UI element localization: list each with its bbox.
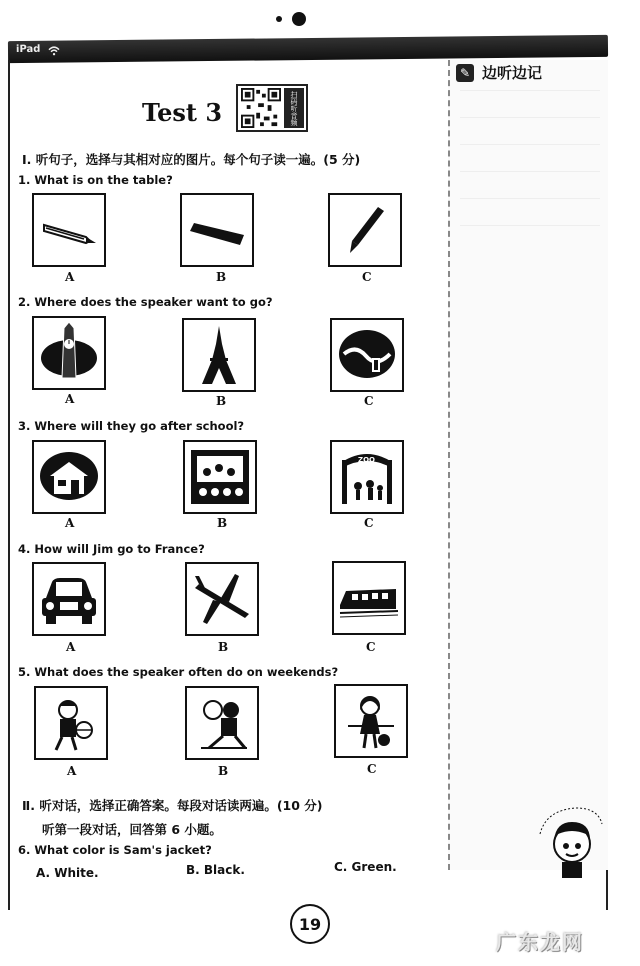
svg-text:ZOO: ZOO bbox=[358, 456, 375, 464]
small-dot-icon bbox=[276, 16, 282, 22]
ruler-picture[interactable] bbox=[180, 193, 254, 267]
note-lines bbox=[460, 90, 600, 252]
eiffel-tower-picture[interactable] bbox=[182, 318, 256, 392]
pencil-picture[interactable] bbox=[32, 193, 106, 267]
big-ben-icon bbox=[38, 322, 100, 384]
qr-tag: 扫码听音频 bbox=[284, 88, 304, 128]
pen-icon bbox=[334, 199, 396, 261]
question-3-text: 3. Where will they go after school? bbox=[18, 419, 245, 433]
pencil-icon bbox=[38, 199, 100, 261]
q6-answer-c[interactable]: C. Green. bbox=[334, 860, 397, 874]
cinema-icon bbox=[189, 446, 251, 508]
device-label: iPad bbox=[15, 43, 41, 56]
top-margin bbox=[0, 0, 640, 40]
question-6-text: 6. What color is Sam's jacket? bbox=[18, 843, 212, 857]
section-1-heading: Ⅰ. 听句子，选择与其相对应的图片。每个句子读一遍。(5 分) bbox=[22, 152, 361, 167]
volleyball-icon bbox=[191, 692, 253, 754]
question-4-text: 4. How will Jim go to France? bbox=[18, 542, 205, 556]
question-5-text: 5. What does the speaker often do on weekends? bbox=[18, 665, 339, 679]
q1-option-a: A bbox=[65, 270, 75, 284]
q6-answer-b[interactable]: B. Black. bbox=[186, 863, 245, 877]
plane-picture[interactable] bbox=[185, 562, 259, 636]
section-2-heading: Ⅱ. 听对话，选择正确答案。每段对话读两遍。(10 分) bbox=[22, 798, 323, 813]
boy-basketball-icon bbox=[40, 692, 102, 754]
q2-option-a: A bbox=[65, 392, 75, 406]
page-number: 19 bbox=[290, 904, 330, 944]
great-wall-icon bbox=[336, 324, 398, 386]
q1-option-b: B bbox=[216, 270, 227, 284]
q4-option-b: B bbox=[218, 640, 229, 654]
volleyball-picture[interactable] bbox=[185, 686, 259, 760]
car-icon bbox=[38, 568, 100, 630]
test-title: Test 3 bbox=[142, 98, 223, 127]
train-picture[interactable] bbox=[332, 561, 406, 635]
question-1-text: 1. What is on the table? bbox=[18, 173, 173, 187]
ruler-icon bbox=[186, 199, 248, 261]
question-2-text: 2. Where does the speaker want to go? bbox=[18, 295, 273, 309]
boy-basketball-picture[interactable] bbox=[34, 686, 108, 760]
qr-code-box[interactable] bbox=[236, 84, 308, 132]
zoo-picture[interactable] bbox=[330, 440, 404, 514]
train-icon bbox=[338, 567, 400, 629]
q3-option-a: A bbox=[65, 516, 75, 530]
note-pen-icon: ✎ bbox=[456, 64, 474, 82]
q2-option-c: C bbox=[364, 394, 374, 408]
q4-option-a: A bbox=[66, 640, 76, 654]
house-picture[interactable] bbox=[32, 440, 106, 514]
page-dots bbox=[276, 12, 306, 26]
great-wall-picture[interactable] bbox=[330, 318, 404, 392]
section-2-instruction: 听第一段对话，回答第 6 小题。 bbox=[42, 822, 222, 837]
mascot-icon bbox=[536, 804, 606, 882]
eiffel-tower-icon bbox=[188, 324, 250, 386]
zoo-icon bbox=[336, 446, 398, 508]
watermark: 广东龙网 bbox=[496, 930, 584, 954]
big-ben-picture[interactable] bbox=[32, 316, 106, 390]
qr-code-icon bbox=[240, 88, 282, 128]
q4-option-c: C bbox=[366, 640, 376, 654]
plane-icon bbox=[191, 568, 253, 630]
q5-option-c: C bbox=[367, 762, 377, 776]
q6-answer-a[interactable]: A. White. bbox=[36, 866, 99, 880]
house-icon bbox=[38, 446, 100, 508]
notes-title: 边听边记 bbox=[482, 64, 543, 82]
q1-option-c: C bbox=[362, 270, 372, 284]
girl-basketball-icon bbox=[340, 690, 402, 752]
q3-option-b: B bbox=[217, 516, 228, 530]
girl-basketball-picture[interactable] bbox=[334, 684, 408, 758]
q2-option-b: B bbox=[216, 394, 227, 408]
pen-picture[interactable] bbox=[328, 193, 402, 267]
big-dot-icon bbox=[292, 12, 306, 26]
cinema-picture[interactable] bbox=[183, 440, 257, 514]
q5-option-a: A bbox=[67, 764, 77, 778]
q3-option-c: C bbox=[364, 516, 374, 530]
q5-option-b: B bbox=[218, 764, 229, 778]
car-picture[interactable] bbox=[32, 562, 106, 636]
wifi-icon bbox=[48, 46, 60, 56]
notes-header bbox=[456, 62, 542, 83]
